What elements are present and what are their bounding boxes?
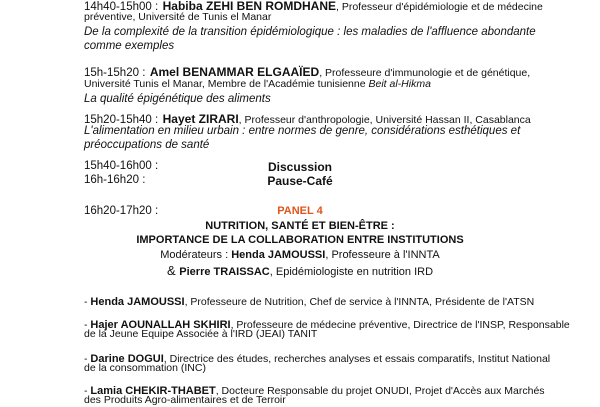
- talk-3-title-cont: préoccupations de santé: [84, 139, 210, 151]
- ampersand: &: [166, 263, 180, 278]
- panelist-3-affiliation: , Directrice des études, recherches analyses et essais comparatifs, Institut National: [163, 353, 551, 365]
- pause-label: Pause-Café: [267, 174, 333, 188]
- discussion-label: Discussion: [267, 160, 333, 174]
- talk-2-beit-al-hikma: Beit al-Hikma: [368, 78, 431, 90]
- talk-3-affiliation: , Professeur d'anthropologie, Université Hassan II, Casablanca: [238, 114, 531, 126]
- moderator-2-name: Pierre TRAISSAC: [179, 266, 270, 278]
- talk-3-speaker: Hayet ZIRARI: [162, 112, 239, 126]
- panel-moderators: [0, 249, 600, 262]
- panelist-3-affiliation-cont: de la consommation (INC): [84, 362, 206, 374]
- panelist-1-affiliation: , Professeure de Nutrition, Chef de service à l'INNTA, Présidente de l'ATSN: [184, 296, 535, 308]
- talk-1-title-cont: comme exemples: [84, 40, 175, 52]
- panelist-dash: -: [84, 385, 91, 397]
- panelist-4-affiliation: , Docteure Responsable du projet ONUDI, Projet d'Accès aux Marchés: [215, 385, 545, 397]
- panelist-4-name: Lamia CHEKIR-THABET: [90, 385, 216, 397]
- moderator-1-name: Henda JAMOUSSI: [231, 249, 326, 261]
- talk-2-speaker: Amel BENAMMAR ELGAAÏED: [149, 65, 320, 79]
- panelist-4-affiliation-cont: des Produits Agro-alimentaires et de Terroir: [84, 394, 286, 406]
- talk-2-affiliation-cont: [84, 78, 431, 91]
- panel-subtitle: IMPORTANCE DE LA COLLABORATION ENTRE INSTITUTIONS: [136, 234, 464, 246]
- panelist-3-name: Darine DOGUI: [90, 353, 164, 365]
- moderator-1-affiliation: , Professeure à l'INNTA: [325, 249, 440, 261]
- panelist-dash: -: [84, 296, 91, 308]
- panel-time: 16h20-17h20 :: [84, 205, 159, 217]
- panel-label: PANEL 4: [277, 205, 323, 217]
- talk-3-title: L'alimentation en milieu urbain : entre normes de genre, considérations esthétiques et: [84, 125, 521, 137]
- panelist-2-affiliation-cont: de la Jeune Equipe Associée à l'IRD (JEAI) TANIT: [84, 328, 318, 340]
- moderator-2-affiliation: , Epidémiologiste en nutrition IRD: [269, 266, 434, 278]
- talk-2-title: La qualité épigénétique des aliments: [84, 93, 271, 105]
- panelist-dash: -: [84, 319, 91, 331]
- talk-1-affiliation: , Professeur d'épidémiologie et de médecine: [335, 1, 543, 13]
- talk-2-affiliation-text: Université Tunis el Manar, Membre de l'Académie tunisienne: [84, 78, 369, 90]
- panelist-1: [84, 292, 534, 310]
- talk-1-title: De la complexité de la transition épidémiologique : les maladies de l'affluence abondante: [84, 26, 536, 38]
- moderators-prefix: Modérateurs :: [160, 249, 232, 261]
- panel-title: NUTRITION, SANTÉ ET BIEN-ÊTRE :: [205, 220, 395, 232]
- talk-1-speaker: Habiba ZEHI BEN ROMDHANE: [162, 0, 336, 13]
- panelist-2-affiliation: , Professeure de médecine préventive, Directrice de l'INSP, Responsable: [230, 319, 570, 331]
- talk-2-time: 15h-15h20 :: [84, 67, 146, 79]
- panelist-1-name: Henda JAMOUSSI: [90, 296, 185, 308]
- panelist-dash: -: [84, 353, 91, 365]
- talk-2-affiliation: , Professeure d'immunologie et de génétique,: [319, 67, 531, 79]
- pause-time: 16h-16h20 :: [84, 174, 146, 186]
- panel-moderator-2: [0, 264, 600, 279]
- talk-1-time: 14h40-15h00 :: [84, 1, 159, 13]
- panelist-2-name: Hajer AOUNALLAH SKHIRI: [90, 319, 231, 331]
- talk-3-time: 15h20-15h40 :: [84, 114, 159, 126]
- discussion-time: 15h40-16h00 :: [84, 160, 159, 172]
- talk-1-affiliation-cont: préventive, Université de Tunis el Manar: [84, 11, 272, 23]
